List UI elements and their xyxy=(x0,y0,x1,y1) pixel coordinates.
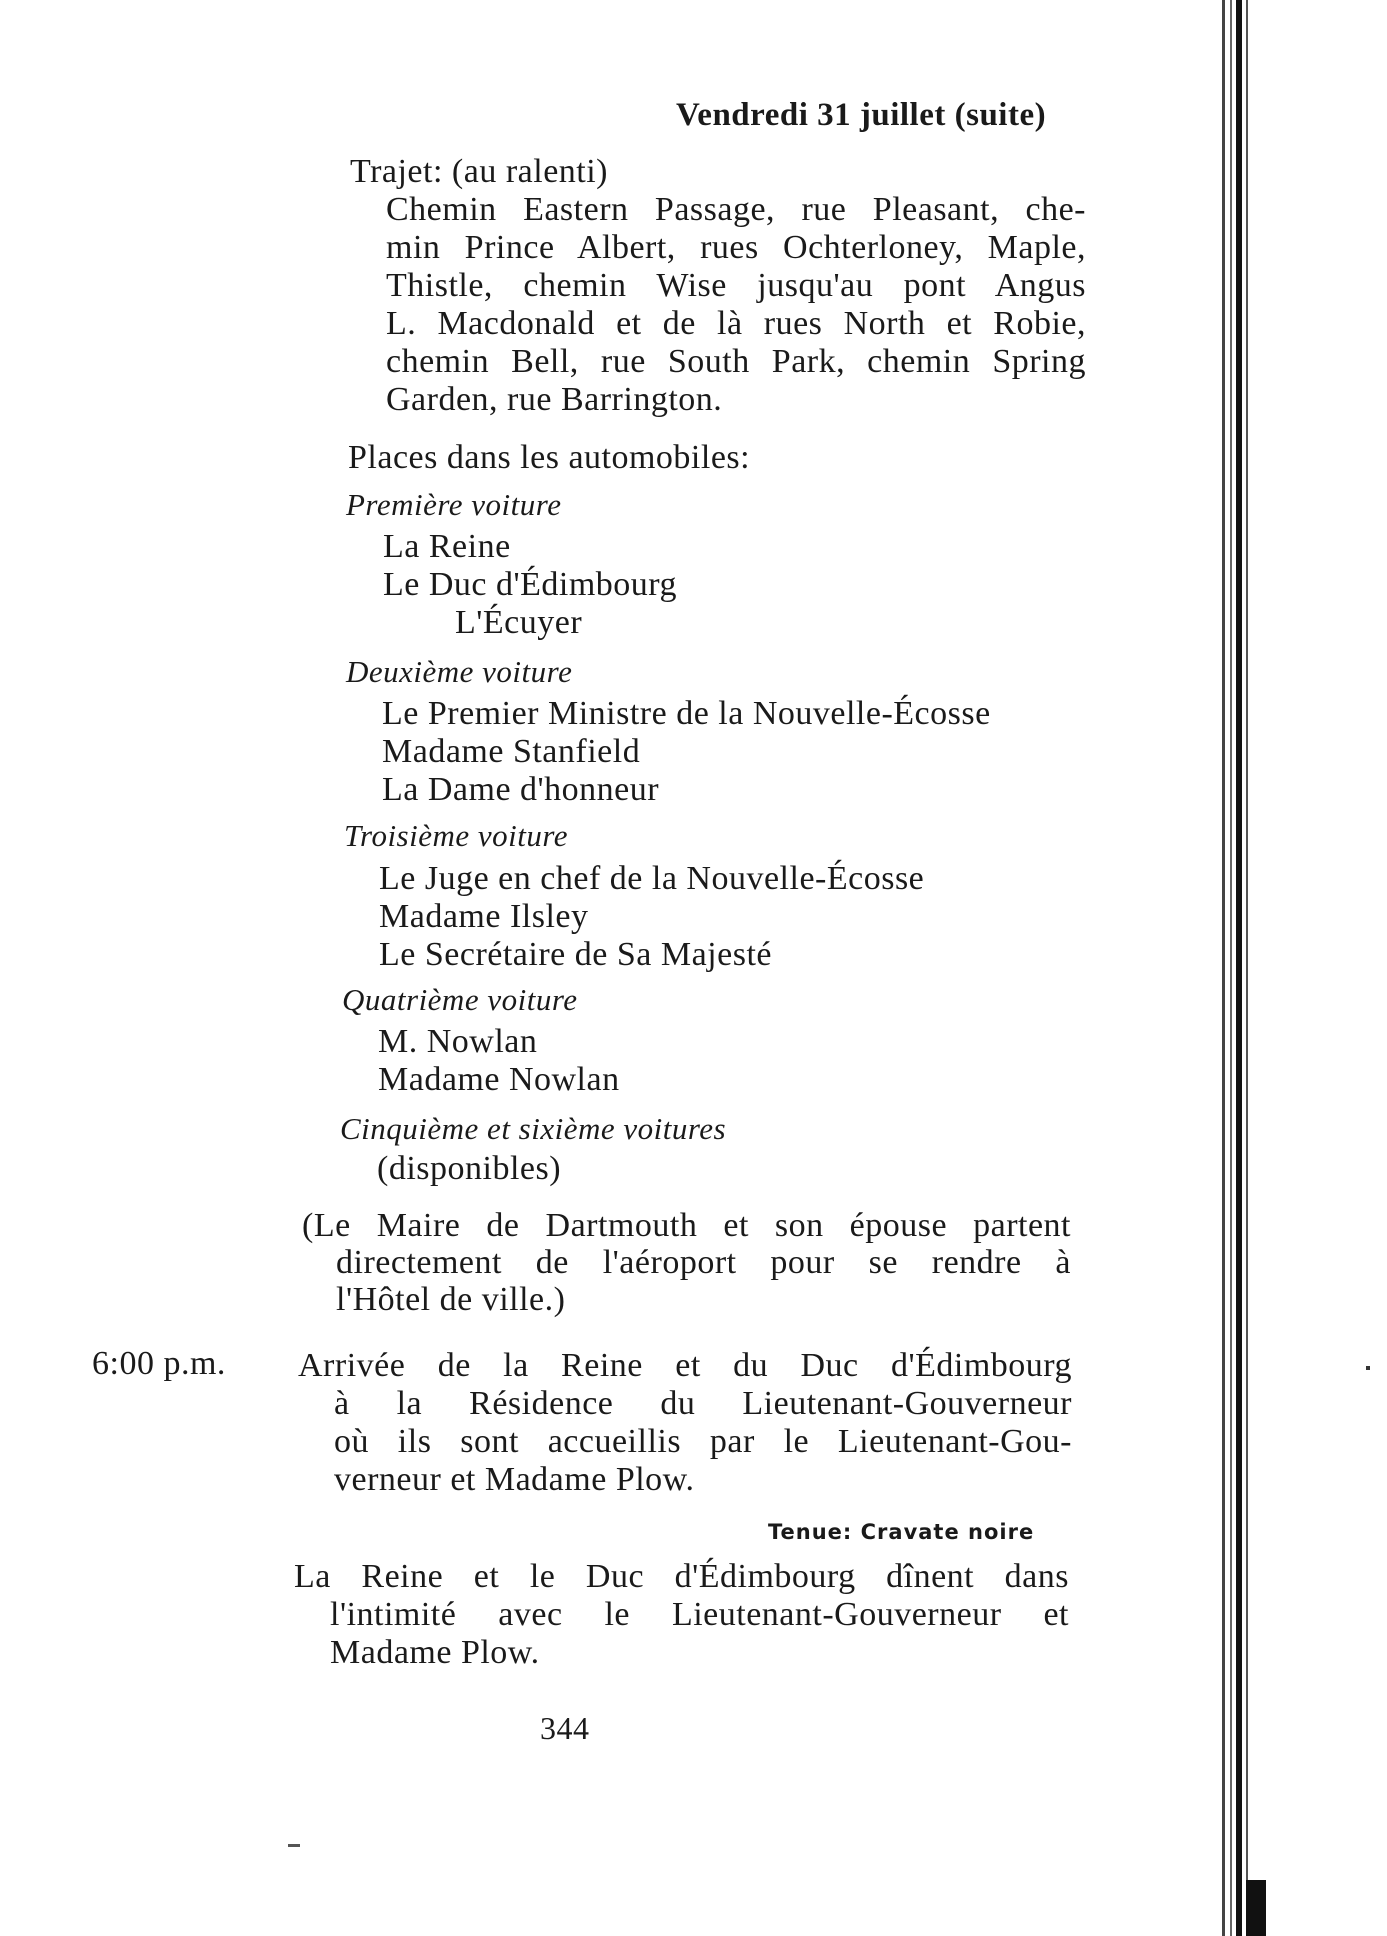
route-line: Garden, rue Barrington. xyxy=(386,381,723,418)
car-occupant: La Dame d'honneur xyxy=(382,771,660,808)
binding-edge-line xyxy=(1230,0,1232,1936)
car-heading: Deuxième voiture xyxy=(346,654,573,689)
event-line: Arrivée de la Reine et du Duc d'Édimbourg xyxy=(298,1347,1072,1384)
car-heading: Troisième voiture xyxy=(344,818,569,853)
route-line: chemin Bell, rue South Park, chemin Spring xyxy=(386,343,1086,380)
binding-edge-line xyxy=(1246,0,1248,1936)
route-line: min Prince Albert, rues Ochterloney, Maple, xyxy=(386,229,1086,266)
page-number: 344 xyxy=(540,1710,590,1746)
page-header-title: Vendredi 31 juillet (suite) xyxy=(676,97,1047,133)
dress-code: Tenue: Cravate noire xyxy=(768,1520,1035,1544)
dinner-line: l'intimité avec le Lieutenant-Gouverneur et xyxy=(330,1596,1069,1633)
car-occupant: M. Nowlan xyxy=(378,1023,538,1060)
car-occupant: Le Premier Ministre de la Nouvelle-Écosse xyxy=(382,695,991,732)
car-occupant: Le Secrétaire de Sa Majesté xyxy=(379,936,772,973)
car-occupant: (disponibles) xyxy=(377,1150,562,1187)
route-label: Trajet: (au ralenti) xyxy=(350,153,608,190)
car-occupant: L'Écuyer xyxy=(455,604,583,641)
event-time: 6:00 p.m. xyxy=(92,1345,226,1382)
binding-edge-line xyxy=(1222,0,1225,1936)
car-heading: Cinquième et sixième voitures xyxy=(340,1111,727,1146)
seating-label: Places dans les automobiles: xyxy=(348,439,751,476)
dinner-line: Madame Plow. xyxy=(330,1634,540,1671)
car-occupant: Madame Stanfield xyxy=(382,733,641,770)
car-occupant: Le Duc d'Édimbourg xyxy=(383,566,677,603)
car-occupant: Madame Ilsley xyxy=(379,898,589,935)
car-occupant: Le Juge en chef de la Nouvelle-Écosse xyxy=(379,860,925,897)
car-occupant: La Reine xyxy=(383,528,511,565)
mayor-note-line: directement de l'aéroport pour se rendre à xyxy=(336,1244,1071,1281)
route-line: Chemin Eastern Passage, rue Pleasant, che- xyxy=(386,191,1086,228)
scan-mark xyxy=(1366,1366,1370,1370)
event-line: à la Résidence du Lieutenant-Gouverneur xyxy=(334,1385,1072,1422)
dinner-line: La Reine et le Duc d'Édimbourg dînent dans xyxy=(294,1558,1069,1595)
car-heading: Quatrième voiture xyxy=(342,982,578,1017)
mayor-note-line: (Le Maire de Dartmouth et son épouse partent xyxy=(302,1207,1071,1244)
binding-edge-shadow xyxy=(1246,1880,1266,1936)
car-heading: Première voiture xyxy=(346,487,562,522)
car-occupant: Madame Nowlan xyxy=(378,1061,620,1098)
event-line: verneur et Madame Plow. xyxy=(334,1461,695,1498)
scan-mark xyxy=(288,1844,300,1847)
binding-edge-line xyxy=(1236,0,1242,1936)
mayor-note-line: l'Hôtel de ville.) xyxy=(336,1281,566,1318)
binding-edge xyxy=(1218,0,1258,1936)
route-line: Thistle, chemin Wise jusqu'au pont Angus xyxy=(386,267,1086,304)
route-line: L. Macdonald et de là rues North et Robie, xyxy=(386,305,1086,342)
event-line: où ils sont accueillis par le Lieutenant-Gou- xyxy=(334,1423,1072,1460)
